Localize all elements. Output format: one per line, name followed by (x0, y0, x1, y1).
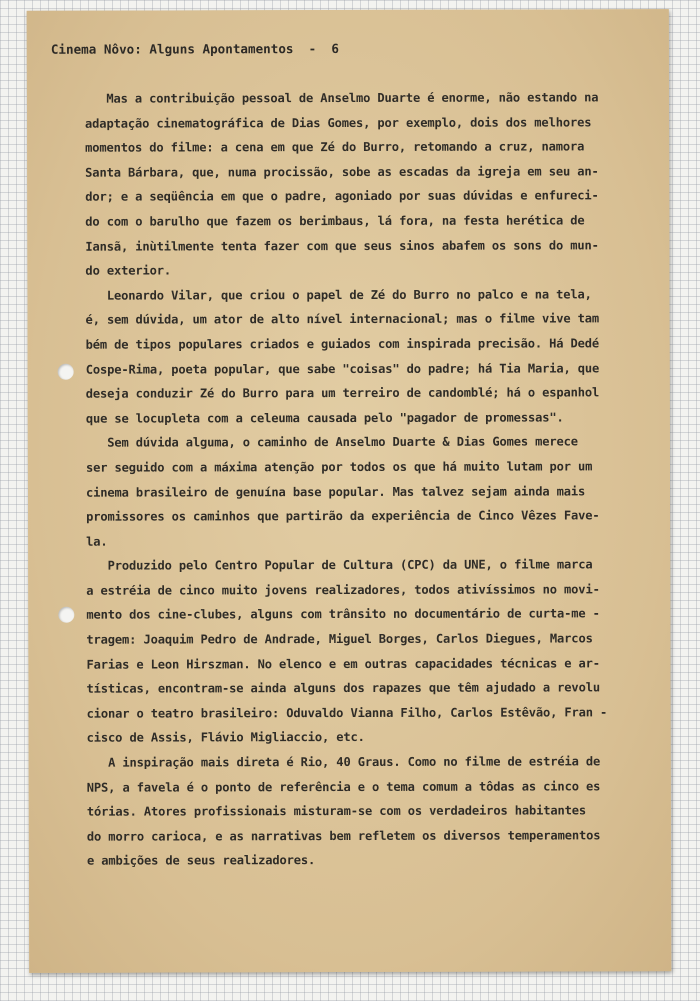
text-line: tragem: Joaquim Pedro de Andrade, Miguel Borges, Carlos Diegues, Marcos (86, 631, 593, 647)
text-line: do com o barulho que fazem os berimbaus, lá fora, na festa herética de (85, 213, 585, 229)
text-line: que se locupleta com a celeuma causada pelo "pagador de promessas". (85, 410, 564, 426)
text-line: NPS, a favela é o ponto de referência e o tema comum a tôdas as cinco es (86, 778, 601, 795)
text-line: A inspiração mais direta é Rio, 40 Graus. Como no filme de estréia de (86, 754, 601, 770)
text-line: tórias. Atores profissionais misturam-se com os verdadeiros habitantes (86, 803, 587, 819)
body-text (85, 85, 608, 873)
text-line: Mas a contribuição pessoal de Anselmo Duarte é enorme, não estando na (84, 90, 599, 106)
text-line: promissores os caminhos que partirão da experiência de Cinco Vêzes Fave- (86, 508, 600, 524)
page-header: Cinema Nôvo: Alguns Apontamentos - 6 (50, 41, 339, 57)
text-line: momentos do filme: a cena em que Zé do Burro, retomando a cruz, namora (85, 139, 585, 155)
text-line: a estréia de cinco muito jovens realizadores, todos ativíssimos no movi- (86, 582, 600, 598)
text-line: tísticas, encontram-se ainda alguns dos rapazes que têm ajudado a revolu (86, 680, 600, 696)
text-line: bém de tipos populares criados e guiados com inspirada precisão. Há Dedé (85, 336, 600, 352)
punch-hole (58, 607, 74, 623)
text-line: cisco de Assis, Flávio Migliaccio, etc. (86, 730, 365, 746)
text-line: Farias e Leon Hirszman. No elenco e em outras capacidades técnicas e ar- (86, 656, 600, 672)
text-line: la. (86, 534, 108, 549)
paper-sheet (27, 9, 672, 973)
text-line: Santa Bárbara, que, numa procissão, sobe as escadas da igreja em seu an- (85, 164, 599, 180)
punch-hole (58, 364, 74, 380)
text-line: Produzido pelo Centro Popular de Cultura (CPC) da UNE, o filme marca (86, 557, 593, 573)
text-line: e ambições de seus realizadores. (86, 853, 316, 869)
text-line: Leonardo Vilar, que criou o papel de Zé do Burro no palco e na tela, (85, 287, 592, 303)
text-line: cionar o teatro brasileiro: Oduvaldo Vianna Filho, Carlos Estêvão, Fran - (86, 705, 608, 721)
text-line: do morro carioca, e as narrativas bem refletem os diversos temperamentos (86, 828, 601, 844)
text-line: mento dos cine-clubes, alguns com trânsito no documentário de curta-me - (86, 606, 600, 623)
text-line: do exterior. (85, 263, 172, 278)
text-line: é, sem dúvida, um ator de alto nível internacional; mas o filme vive tam (85, 311, 600, 328)
text-line: dor; e a seqüência em que o padre, agoniado por suas dúvidas e enfureci- (85, 188, 599, 205)
text-line: ser seguido com a máxima atenção por todos os que há muito lutam por um (85, 459, 593, 475)
text-line: deseja conduzir Zé do Burro para um terreiro de candomblé; há o espanhol (85, 385, 600, 401)
text-line: Iansã, inùtilmente tenta fazer com que seus sinos abafem os sons do mun- (85, 237, 599, 254)
text-line: Cospe-Rima, poeta popular, que sabe "coisas" do padre; há Tia Maria, que (85, 360, 600, 377)
text-line: Sem dúvida alguma, o caminho de Anselmo Duarte & Dias Gomes merece (85, 434, 578, 451)
text-line: cinema brasileiro de genuína base popular. Mas talvez sejam ainda mais (85, 483, 586, 500)
text-line: adaptação cinematográfica de Dias Gomes, por exemplo, dois dos melhores (85, 114, 592, 131)
